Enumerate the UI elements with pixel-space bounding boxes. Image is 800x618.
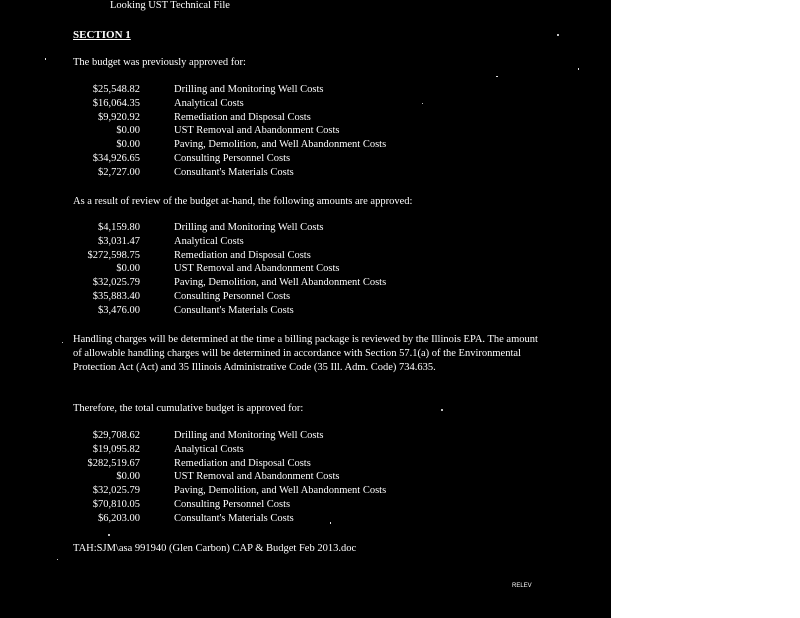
cost-amount: $282,519.67: [87, 457, 140, 469]
cost-category: UST Removal and Abandonment Costs: [174, 125, 340, 137]
cost-row: [0, 153, 611, 167]
scan-speck: [422, 103, 423, 104]
cost-category: Analytical Costs: [174, 97, 244, 109]
cost-row: [0, 485, 611, 499]
scan-speck: [62, 342, 63, 343]
cost-category: Analytical Costs: [174, 443, 244, 455]
cost-amount: $9,920.92: [98, 111, 140, 123]
scan-speck: [45, 58, 46, 60]
scan-speck: [578, 68, 579, 70]
cost-category: Paving, Demolition, and Well Abandonment Costs: [174, 277, 387, 289]
cost-amount: $3,031.47: [98, 235, 140, 247]
cost-amount: $272,598.75: [87, 249, 140, 261]
scan-speck: [330, 522, 331, 524]
cost-row: [0, 305, 611, 319]
scan-speck: [496, 76, 498, 77]
cost-row: [0, 112, 611, 126]
cost-row: [0, 458, 611, 472]
cost-row: [0, 98, 611, 112]
cost-row: [0, 263, 611, 277]
scan-speck: [108, 534, 110, 536]
review-intro: As a result of review of the budget at-hand, the following amounts are approved:: [73, 196, 413, 207]
scan-speck: [441, 409, 443, 411]
cost-category: UST Removal and Abandonment Costs: [174, 471, 340, 483]
cost-category: Remediation and Disposal Costs: [174, 457, 311, 469]
cost-amount: $32,025.79: [92, 277, 140, 289]
cost-category: Analytical Costs: [174, 235, 244, 247]
cost-category: Paving, Demolition, and Well Abandonment Costs: [174, 485, 387, 497]
cost-category: Drilling and Monitoring Well Costs: [174, 222, 324, 233]
cost-amount: $34,926.65: [92, 153, 140, 164]
cost-category: UST Removal and Abandonment Costs: [174, 263, 340, 275]
cost-row: [0, 236, 611, 250]
scan-speck: [557, 34, 559, 36]
cost-category: Paving, Demolition, and Well Abandonment Costs: [174, 139, 387, 151]
cost-amount: $4,159.80: [98, 222, 140, 233]
total-budget-intro: Therefore, the total cumulative budget is approved for:: [73, 403, 304, 414]
cost-category: Drilling and Monitoring Well Costs: [174, 84, 324, 95]
cost-row: [0, 84, 611, 98]
cost-category: Consulting Personnel Costs: [174, 499, 291, 510]
section-title: SECTION 1: [73, 29, 131, 41]
cost-amount: $29,708.62: [92, 430, 140, 441]
cost-row: [0, 139, 611, 153]
cost-amount: $35,883.40: [92, 291, 140, 302]
cost-amount: $6,203.00: [98, 512, 140, 524]
scan-speck: [57, 559, 58, 560]
cost-amount: $0.00: [116, 125, 140, 137]
cost-amount: $0.00: [116, 471, 140, 483]
cost-category: Remediation and Disposal Costs: [174, 111, 311, 123]
cost-category: Consulting Personnel Costs: [174, 291, 291, 302]
cost-category: Consulting Personnel Costs: [174, 153, 291, 164]
page-stamp: RELEV: [512, 583, 532, 589]
cost-category: Consultant's Materials Costs: [174, 304, 294, 316]
cost-row: [0, 250, 611, 264]
cost-row: [0, 471, 611, 485]
cost-row: [0, 222, 611, 236]
cost-category: Consultant's Materials Costs: [174, 166, 294, 178]
cost-amount: $25,548.82: [92, 84, 140, 95]
footer-file-path: TAH:SJM\asa 991940 (Glen Carbon) CAP & Budget Feb 2013.doc: [73, 543, 357, 554]
cost-row: [0, 291, 611, 305]
cost-amount: $32,025.79: [92, 485, 140, 497]
cost-row: [0, 444, 611, 458]
cost-amount: $3,476.00: [98, 304, 140, 316]
cost-amount: $70,810.05: [92, 499, 140, 510]
cost-row: [0, 430, 611, 444]
header-file-label: Looking UST Technical File: [110, 0, 230, 11]
cost-category: Consultant's Materials Costs: [174, 512, 294, 524]
cost-row: [0, 125, 611, 139]
cost-row: [0, 499, 611, 513]
cost-amount: $16,064.35: [92, 97, 140, 109]
cost-row: [0, 167, 611, 181]
cost-category: Remediation and Disposal Costs: [174, 249, 311, 261]
previous-budget-intro: The budget was previously approved for:: [73, 57, 246, 68]
cost-row: [0, 277, 611, 291]
cost-category: Drilling and Monitoring Well Costs: [174, 430, 324, 441]
handling-charges-paragraph: Handling charges will be determined at the time a billing package is reviewed by the Illinois EPA. The amount of allowable handling charges will be determined in accordance with Section 57.1(a) of the Environmental Protection Act (Act) and 35 Illinois Administrative Code (35 Ill. Adm. Code) 734.635.: [73, 334, 538, 373]
cost-amount: $0.00: [116, 139, 140, 151]
cost-amount: $19,095.82: [92, 443, 140, 455]
cost-amount: $2,727.00: [98, 166, 140, 178]
cost-amount: $0.00: [116, 263, 140, 275]
cost-row: [0, 513, 611, 527]
